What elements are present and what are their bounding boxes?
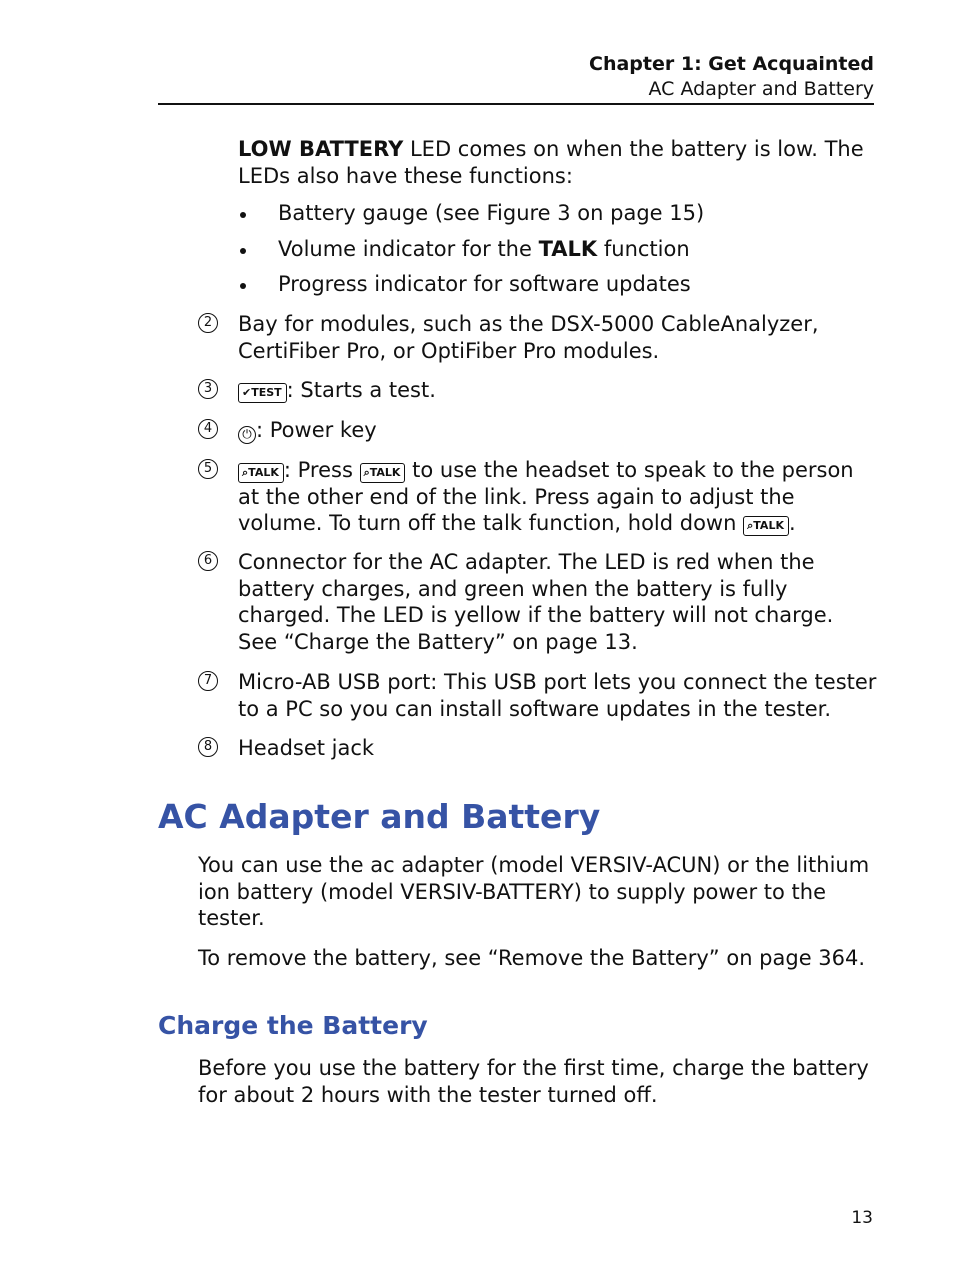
paragraph: You can use the ac adapter (model VERSIV-ACUN) or the lithium ion battery (model VERSIV-BATTERY) to supply power to the tester.: [198, 853, 870, 930]
low-battery-paragraph: [238, 136, 878, 189]
callout-number: 6: [198, 551, 218, 571]
led-functions-list: [238, 200, 878, 307]
test-key-icon: ✔TEST: [238, 383, 287, 403]
low-battery-label: LOW BATTERY: [238, 137, 404, 161]
callout-number: 2: [198, 313, 218, 333]
header-rule: [158, 103, 874, 105]
chapter-title: Chapter 1: Get Acquainted: [589, 53, 874, 75]
talk-key-icon: ⌕TALK: [743, 516, 789, 536]
callout-text: ⌕TALK : Press ⌕TALK to use the headset to speak to the person at the other end of the link. Press again to adjust the volume. To turn off the talk function, hold down ⌕TALK .: [238, 458, 854, 535]
talk-key-icon: ⌕TALK: [360, 463, 406, 483]
callout-text: Headset jack: [238, 736, 375, 760]
callout-number: 7: [198, 671, 218, 691]
list-item: Battery gauge (see Figure 3 on page 15): [238, 200, 878, 236]
talk-key-icon: ⌕TALK: [238, 463, 284, 483]
section-title: AC Adapter and Battery: [648, 78, 874, 100]
callout-number: 4: [198, 419, 218, 439]
page-number: 13: [851, 1208, 873, 1228]
callout-text: Micro-AB USB port: This USB port lets you connect the tester to a PC so you can install software updates in the tester.: [238, 670, 877, 721]
callout-number: 3: [198, 379, 218, 399]
low-battery-text: LED comes on when the battery is low. The LEDs also have these functions:: [238, 137, 864, 188]
list-item: Volume indicator for the TALK function: [238, 236, 878, 272]
subsection-heading: Charge the Battery: [158, 1011, 428, 1040]
section-heading: AC Adapter and Battery: [158, 797, 601, 836]
callout-text: Connector for the AC adapter. The LED is red when the battery charges, and green when the battery is fully charged. The LED is yellow if the battery will not charge. See “Charge the Battery” on page 13.: [238, 550, 834, 654]
callout-number: 8: [198, 737, 218, 757]
list-item: Progress indicator for software updates: [238, 271, 878, 307]
callout-text: ⏻ : Power key: [238, 417, 878, 444]
paragraph: Before you use the battery for the first time, charge the battery for about 2 hours with the tester turned off.: [198, 1056, 869, 1107]
callout-text: ✔TEST : Starts a test.: [238, 377, 878, 404]
callout-number: 5: [198, 459, 218, 479]
paragraph: To remove the battery, see “Remove the Battery” on page 364.: [198, 946, 866, 970]
running-header: [589, 52, 874, 102]
power-icon: ⏻: [238, 426, 256, 444]
callout-text: Bay for modules, such as the DSX-5000 CableAnalyzer, CertiFiber Pro, or OptiFiber Pro modules.: [238, 312, 819, 363]
